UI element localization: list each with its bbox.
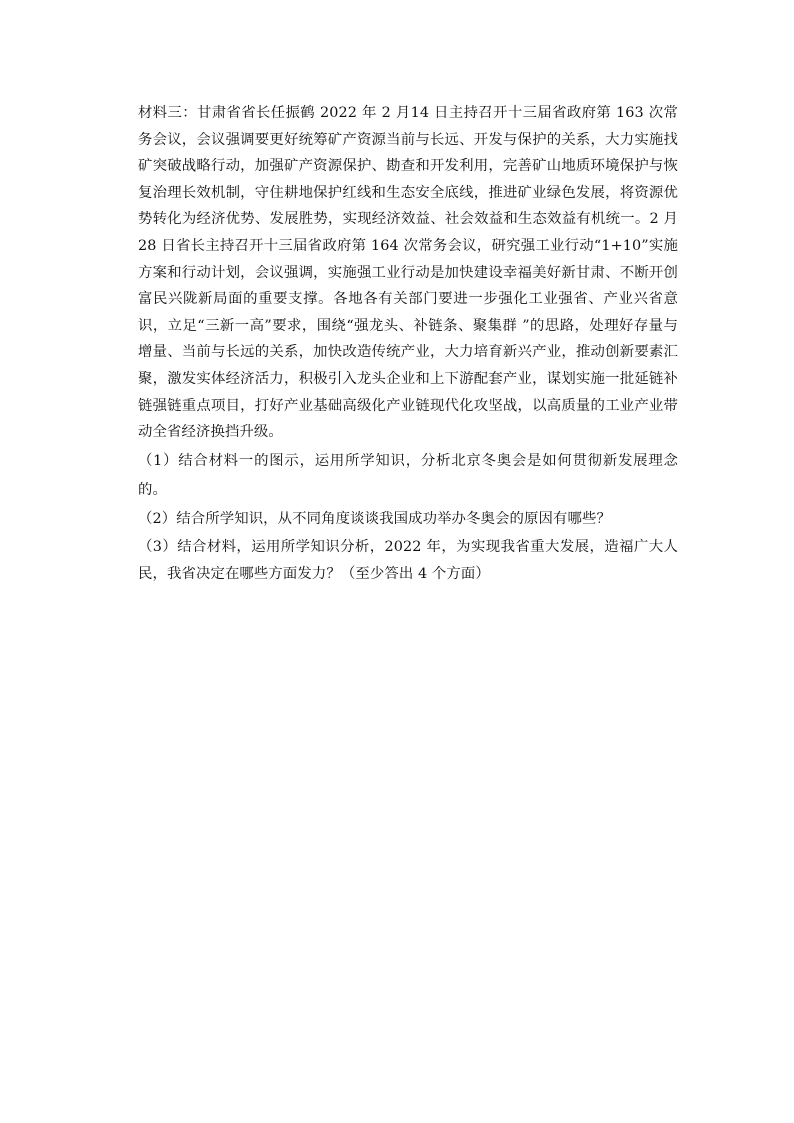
question-1: （1）结合材料一的图示，运用所学知识，分析北京冬奥会是如何贯彻新发展理念的。 (138, 452, 678, 498)
document-content (138, 100, 678, 589)
question-2: （2）结合所学知识，从不同角度谈谈我国成功举办冬奥会的原因有哪些？ (138, 510, 611, 527)
question-list (138, 447, 678, 589)
question-3: （3）结合材料，运用所学知识分析，2022 年，为实现我省重大发展，造福广大人民，我省决定在哪些方面发力？（至少答出 4 个方面） (138, 538, 678, 583)
material-three-paragraph: 材料三：甘肃省省长任振鹤 2022 年 2 月14 日主持召开十三届省政府第 163 次常务会议，会议强调要更好统筹矿产资源当前与长远、开发与保护的关系，大力实施找矿突破战略行动，加强矿产资源保护、勘查和开发利用，完善矿山地质环境保护与恢复治理长效机制，守住耕地保护红线和生态安全底线，推进矿业绿色发展，将资源优势转化为经济优势、发展胜势，实现经济效益、社会效益和生态效益有机统一。2 月 28 日省长主持召开十三届省政府第 164 次常务会议，研究强工业行动“1+10”实施方案和行动计划，会议强调，实施强工业行动是加快建设幸福美好新甘肃、不断开创富民兴陇新局面的重要支撑。各地各有关部门要进一步强化工业强省、产业兴省意识，立足“三新一高”要求，围绕“强龙头、补链条、聚集群 ”的思路，处理好存量与增量、当前与长远的关系，加快改造传统产业，大力培育新兴产业，推动创新要素汇聚，激发实体经济活力，积极引入龙头企业和上下游配套产业，谋划实施一批延链补链强链重点项目，打好产业基础高级化产业链现代化攻坚战，以高质量的工业产业带动全省经济换挡升级。 (138, 105, 678, 441)
